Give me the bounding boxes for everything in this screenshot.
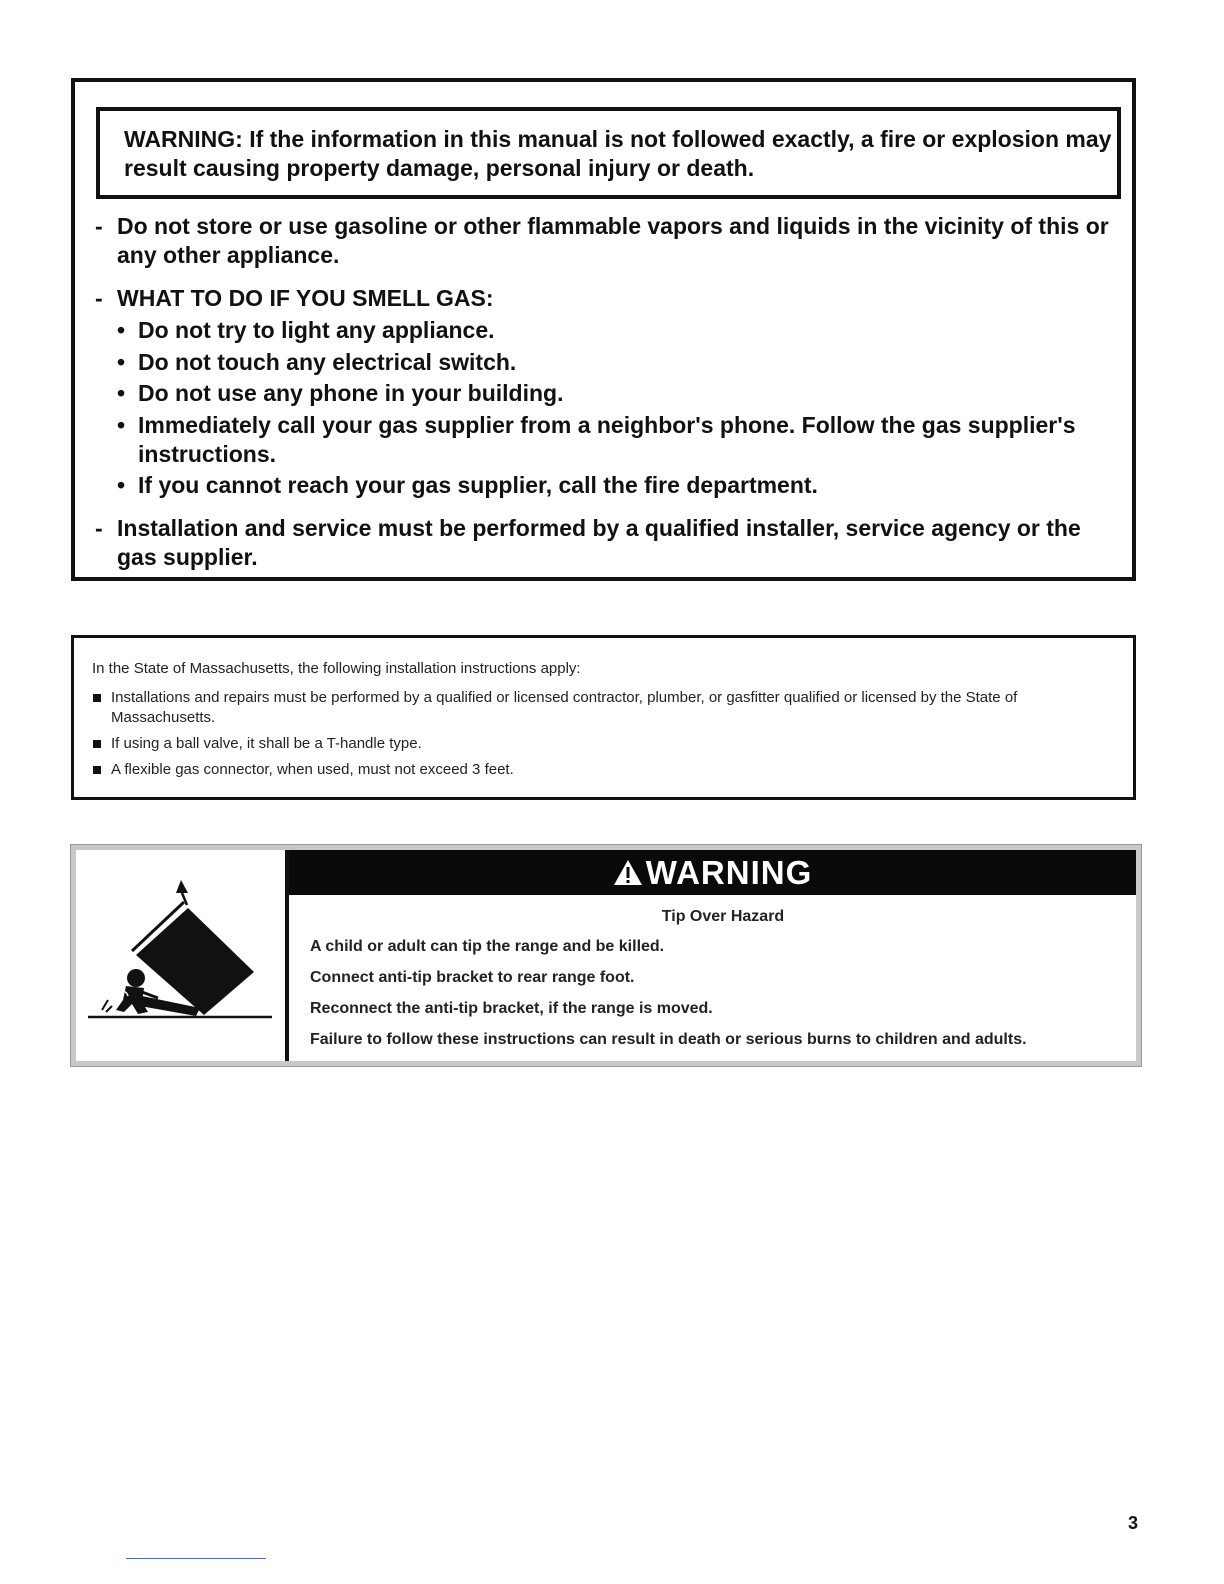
tip-over-hazard-title: Tip Over Hazard [661, 908, 785, 925]
page-number: 3 [1128, 1513, 1139, 1533]
bullet-icon: • [117, 317, 126, 343]
alert-triangle-icon [613, 859, 643, 886]
tip-over-line: Failure to follow these instructions can result in death or serious burns to children and adults. [310, 1031, 1027, 1048]
warning-banner [289, 850, 1136, 895]
gas-warning-header: WARNING: If the information in this manual is not followed exactly, a fire or explosion may result causing property damage, personal injury or death. [96, 107, 1121, 199]
square-bullet-icon [92, 734, 111, 754]
tip-over-illustration [76, 850, 289, 1061]
smell-gas-list [117, 316, 1125, 500]
list-item: • Do not touch any electrical switch. [117, 348, 517, 375]
list-item: • Immediately call your gas supplier from a neighbor's phone. Follow the gas supplier's instructions. [117, 411, 1076, 467]
tip-over-line: Connect anti-tip bracket to rear range foot. [310, 969, 635, 986]
massachusetts-intro: In the State of Massachusetts, the following installation instructions apply: [92, 660, 581, 677]
square-bullet-icon [92, 760, 111, 780]
massachusetts-list [92, 688, 1112, 786]
bullet-icon: • [117, 380, 126, 406]
square-bullet-icon [92, 688, 111, 728]
smell-gas-heading: - WHAT TO DO IF YOU SMELL GAS: [95, 285, 494, 311]
list-item: • Do not try to light any appliance. [117, 317, 495, 343]
gas-warning-box [71, 78, 1136, 581]
dash-marker: - [95, 515, 103, 541]
list-item: A flexible gas connector, when used, must not exceed 3 feet. [92, 760, 1112, 780]
bullet-icon: • [117, 411, 126, 438]
installation-warning: - Installation and service must be performed by a qualified installer, service agency or the gas supplier. [95, 515, 1081, 570]
massachusetts-box [71, 635, 1136, 800]
list-item: • If you cannot reach your gas supplier, call the fire department. [117, 472, 818, 498]
warning-banner-label: WARNING [645, 853, 813, 891]
list-item: Installations and repairs must be performed by a qualified or licensed contractor, plumber, or gasfitter qualified or licensed by the State of Massachusetts. [92, 688, 1112, 728]
gas-warning-body [95, 212, 1125, 572]
list-item: • Do not use any phone in your building. [117, 380, 564, 406]
list-item: If using a ball valve, it shall be a T-handle type. [92, 734, 1112, 754]
tip-over-text [310, 906, 1116, 1060]
tip-over-line: A child or adult can tip the range and be killed. [310, 938, 665, 955]
flammable-vapors-warning: - Do not store or use gasoline or other flammable vapors and liquids in the vicinity of this or any other appliance. [95, 213, 1109, 268]
dash-marker: - [95, 213, 103, 239]
tip-over-warning-box [71, 845, 1141, 1066]
bullet-icon: • [117, 348, 126, 375]
bullet-icon: • [117, 472, 126, 498]
footer-rule [126, 1558, 266, 1559]
dash-marker: - [95, 285, 103, 311]
tip-over-range-icon [76, 850, 285, 1061]
tip-over-line: Reconnect the anti-tip bracket, if the range is moved. [310, 1000, 713, 1017]
